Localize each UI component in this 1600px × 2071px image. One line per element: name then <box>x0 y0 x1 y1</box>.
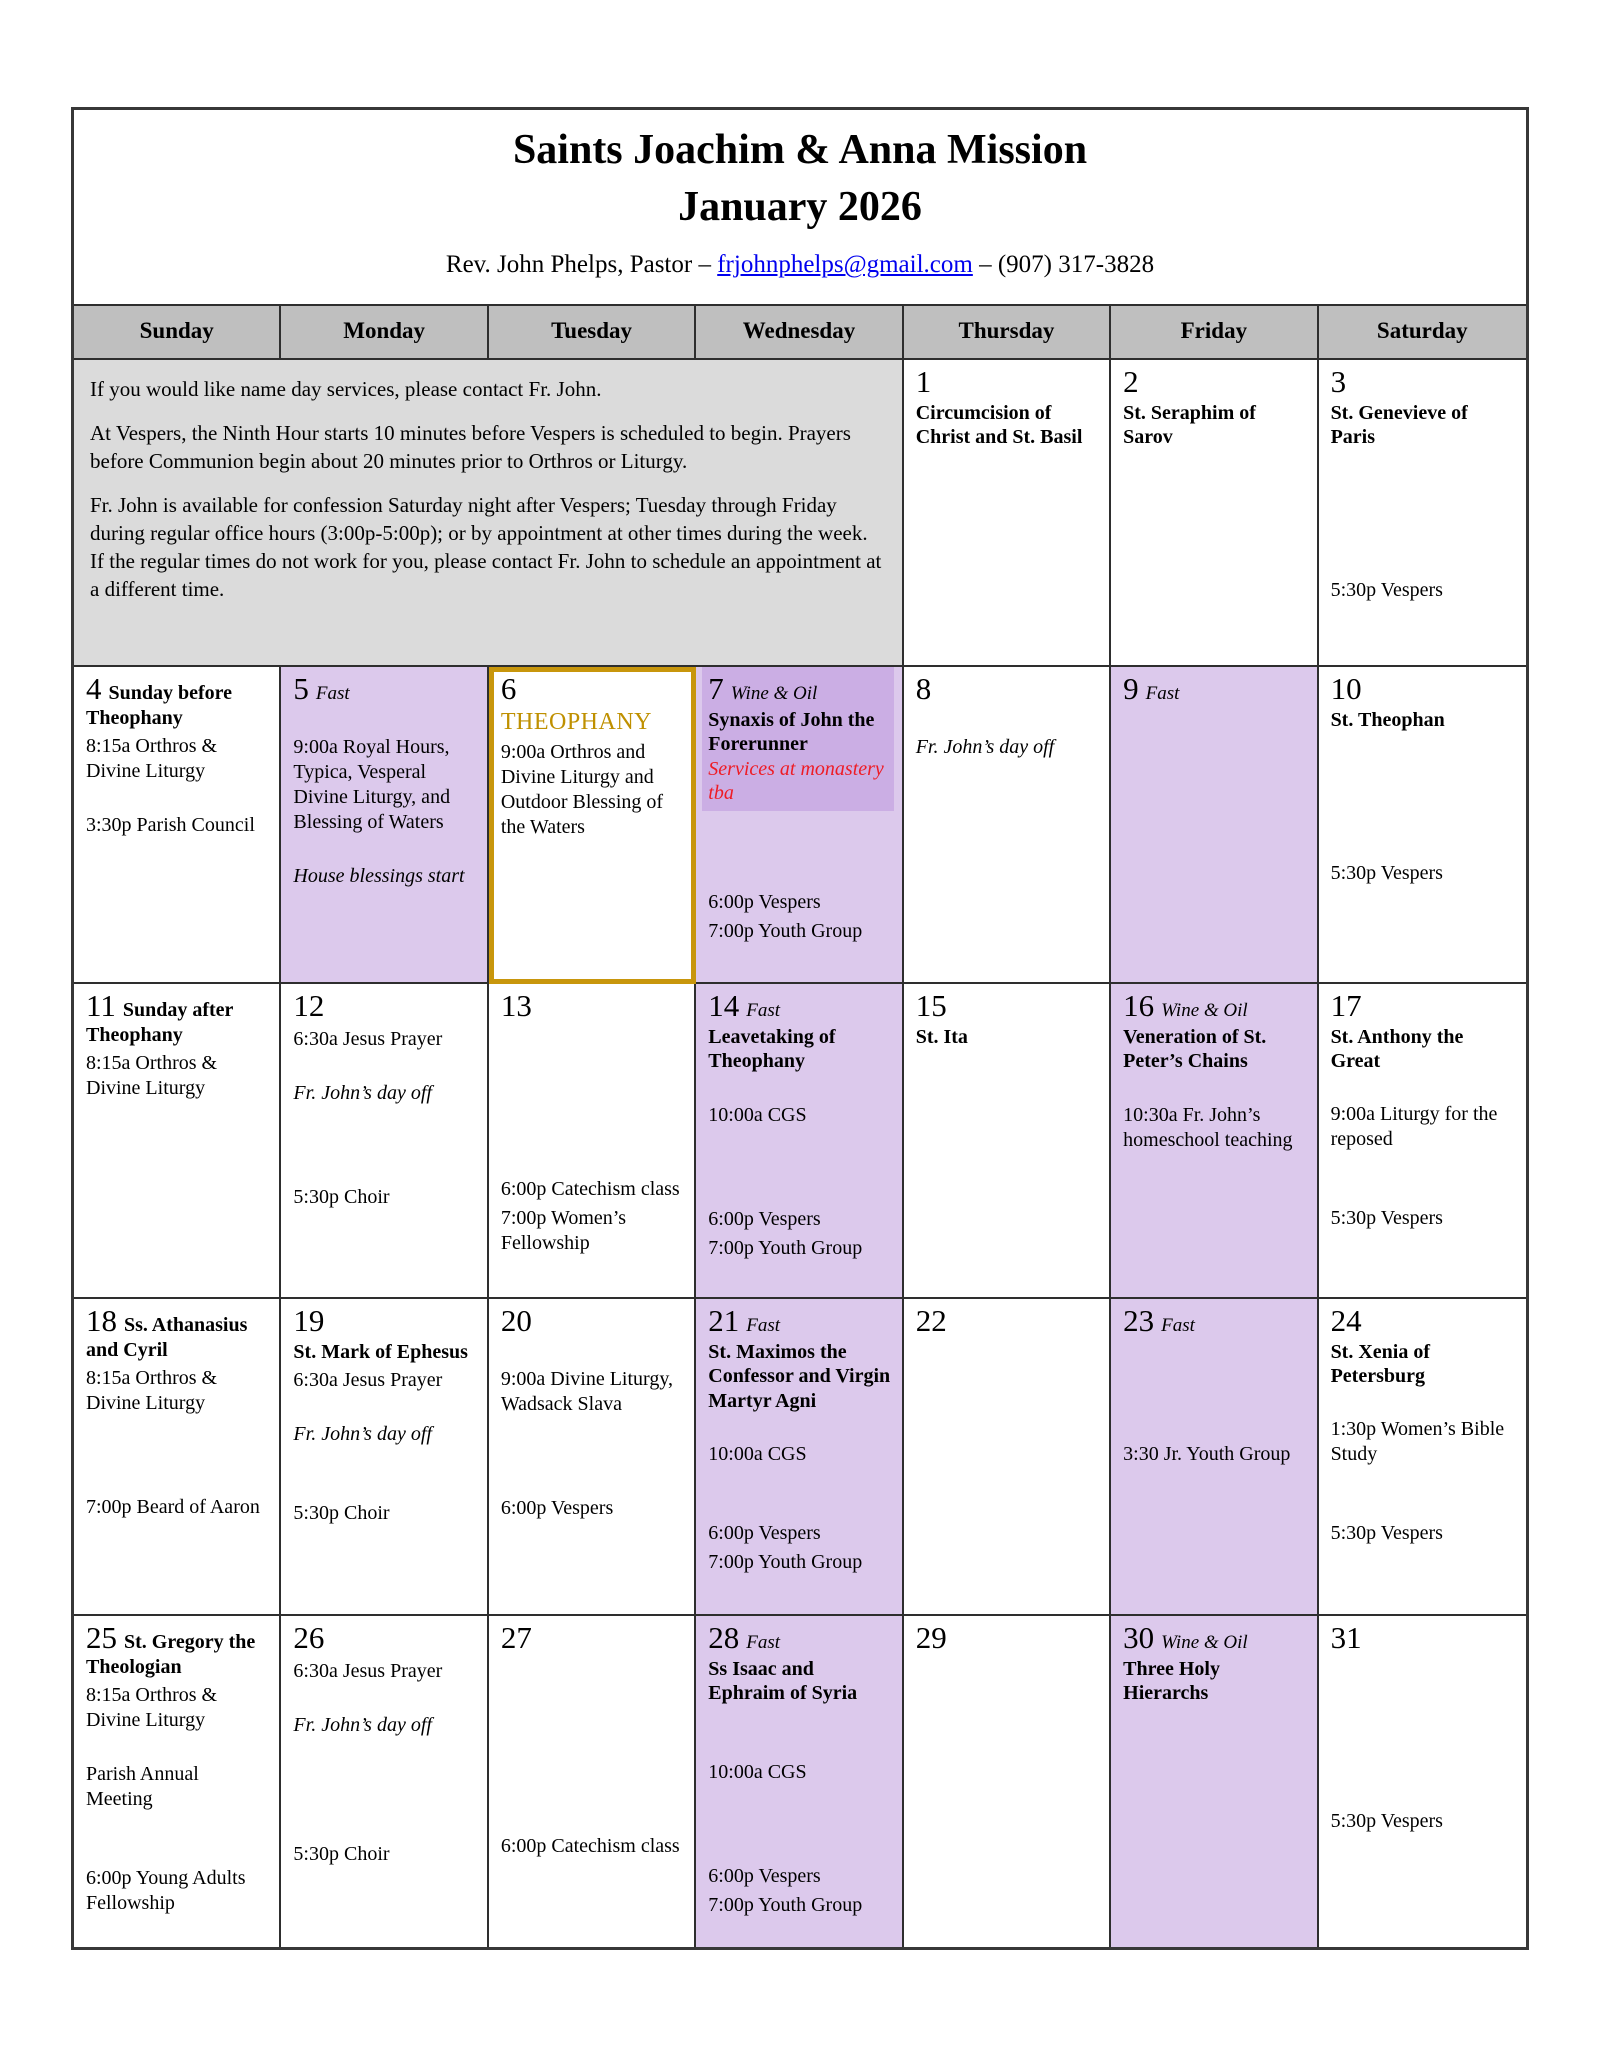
day-number: 30 <box>1123 1620 1155 1655</box>
day-head <box>1331 1622 1516 1655</box>
day-number: 23 <box>1123 1303 1155 1338</box>
fast-label: Fast <box>746 1315 781 1336</box>
feast-title: St. Mark of Ephesus <box>293 1340 468 1363</box>
day-cell-13 <box>489 984 696 1299</box>
day-cell-31 <box>1319 1616 1526 1947</box>
event: 6:00p Catechism class <box>500 1834 680 1857</box>
day-head <box>708 673 887 706</box>
event: 5:30p Vespers <box>1330 579 1443 602</box>
day-head <box>501 673 684 706</box>
red-note: Services at monastery tba <box>708 757 884 804</box>
event: 5:30p Choir <box>293 1185 390 1208</box>
day-number: 19 <box>293 1303 325 1338</box>
day-head <box>293 673 476 706</box>
day-number: 10 <box>1330 671 1362 706</box>
day-cell-17 <box>1319 984 1526 1299</box>
day-number: 25 <box>86 1620 117 1655</box>
day-head <box>1123 1305 1306 1338</box>
fast-label: Fast <box>1161 1315 1195 1336</box>
event: 7:00p Beard of Aaron <box>86 1495 260 1518</box>
day-cell-6 <box>489 667 696 984</box>
day-number: 13 <box>500 988 532 1023</box>
event: 10:30a Fr. John’s homeschool teaching <box>1123 1103 1293 1151</box>
weekday-header-wednesday: Wednesday <box>696 306 903 358</box>
day-cell-3 <box>1319 360 1526 667</box>
day-head <box>86 1622 269 1679</box>
event: 6:00p Vespers <box>708 1521 821 1544</box>
contact-prefix: Rev. John Phelps, Pastor – <box>445 251 718 279</box>
day-cell-25 <box>74 1616 281 1947</box>
day-number: 11 <box>86 988 116 1023</box>
day-number: 3 <box>1330 364 1347 399</box>
day-head <box>293 1622 476 1655</box>
day-cell-11 <box>74 984 281 1299</box>
weekday-header-row <box>74 306 1526 360</box>
event: 8:15a Orthros & Divine Liturgy <box>86 1051 218 1099</box>
feast-title: St. Anthony the Great <box>1330 1025 1464 1072</box>
day-number: 17 <box>1330 988 1362 1023</box>
event: 7:00p Youth Group <box>708 1550 863 1573</box>
announcements-cell <box>74 360 904 667</box>
day-head <box>916 1622 1099 1655</box>
day-head <box>916 673 1099 706</box>
day-head <box>1123 1622 1306 1655</box>
day-cell-27 <box>489 1616 696 1947</box>
day-cell-29 <box>904 1616 1111 1947</box>
event: 6:00p Vespers <box>708 1207 821 1230</box>
day-head <box>293 1305 476 1338</box>
announcement-name-day: If you would like name day services, please contact Fr. John. <box>90 377 602 401</box>
feast-title: Veneration of St. Peter’s Chains <box>1123 1025 1267 1073</box>
day-number: 14 <box>708 988 740 1023</box>
feast-title: Sunday before Theophany <box>86 682 233 729</box>
day-cell-19 <box>281 1299 488 1616</box>
day-head <box>916 1305 1099 1338</box>
fast-label: Wine & Oil <box>1161 1632 1248 1653</box>
contact-suffix: – (907) 317-3828 <box>972 251 1155 279</box>
day-head <box>86 673 269 730</box>
calendar-page <box>71 107 1529 1950</box>
event: 5:30p Vespers <box>1330 1207 1443 1230</box>
day-number: 8 <box>915 671 932 706</box>
feast-title: St. Gregory the Theologian <box>86 1631 256 1678</box>
fast-label: Fast <box>1145 683 1180 704</box>
day-cell-21 <box>696 1299 903 1616</box>
email-link[interactable]: frjohnphelps@gmail.com <box>717 251 973 279</box>
weekday-header-thursday: Thursday <box>904 306 1111 358</box>
day-head <box>86 1305 269 1362</box>
event: 6:00p Vespers <box>708 891 821 914</box>
day-number: 16 <box>1123 988 1155 1023</box>
event: 5:30p Vespers <box>1330 1809 1443 1832</box>
event: 9:00a Liturgy for the reposed <box>1330 1103 1498 1151</box>
announcement-confession: Fr. John is available for confession Saturday night after Vespers; Tuesday through Friday during regular office hours (3:00p-5:00p); or by appointment at other times during the week. If the regular times do not work for you, please contact Fr. John to schedule an appointment at a different time. <box>90 492 882 601</box>
weekday-header-saturday: Saturday <box>1319 306 1526 358</box>
feast-title: Ss. Athanasius and Cyril <box>86 1314 248 1361</box>
event: 5:30p Choir <box>293 1501 390 1524</box>
event: 10:00a CGS <box>708 1442 807 1465</box>
event: 3:30 Jr. Youth Group <box>1123 1442 1291 1465</box>
day-number: 6 <box>500 671 517 706</box>
event: 7:00p Youth Group <box>708 1236 863 1259</box>
day-head <box>916 366 1099 399</box>
day-cell-20 <box>489 1299 696 1616</box>
day-head <box>708 990 891 1023</box>
event: 8:15a Orthros & Divine Liturgy <box>86 1366 218 1414</box>
feast-title: Leavetaking of Theophany <box>708 1025 836 1073</box>
event: 9:00a Orthros and Divine Liturgy and Outdoor Blessing of the Waters <box>500 741 664 839</box>
event: 7:00p Youth Group <box>708 1893 863 1916</box>
day-head <box>501 990 684 1023</box>
feast-title: St. Xenia of Petersburg <box>1330 1340 1431 1387</box>
day-cell-22 <box>904 1299 1111 1616</box>
day-head <box>1123 673 1306 706</box>
feast-title: Circumcision of Christ and St. Basil <box>915 401 1083 448</box>
fast-label: Wine & Oil <box>730 683 818 704</box>
feast-title: St. Ita <box>915 1025 968 1048</box>
page-title: Saints Joachim & Anna Mission <box>512 127 1088 173</box>
day-number: 12 <box>293 988 325 1023</box>
event: 3:30p Parish Council <box>86 813 255 836</box>
day-head <box>916 990 1099 1023</box>
day-cell-23 <box>1111 1299 1318 1616</box>
event: 1:30p Women’s Bible Study <box>1330 1418 1505 1466</box>
day-head <box>1331 673 1516 706</box>
event: 6:30a Jesus Prayer <box>293 1368 443 1391</box>
calendar-grid <box>74 360 1526 1947</box>
day-cell-18 <box>74 1299 281 1616</box>
feast-title: St. Seraphim of Sarov <box>1123 401 1256 448</box>
event: 6:30a Jesus Prayer <box>293 1027 443 1050</box>
event: 10:00a CGS <box>708 1103 807 1126</box>
event: 9:00a Royal Hours, Typica, Vesperal Divine Liturgy, and Blessing of Waters <box>293 735 451 833</box>
feast-title: St. Maximos the Confessor and Virgin Martyr Agni <box>708 1340 891 1412</box>
day-cell-28 <box>696 1616 903 1947</box>
day-number: 18 <box>86 1303 117 1338</box>
day-number: 15 <box>915 988 947 1023</box>
day-cell-16 <box>1111 984 1318 1299</box>
contact-line <box>74 251 1526 279</box>
day-number: 29 <box>915 1620 947 1655</box>
feast-title: St. Theophan <box>1330 708 1445 731</box>
event: Fr. John’s day off <box>915 735 1055 758</box>
fast-label: Fast <box>746 1632 781 1653</box>
day-head <box>1123 990 1306 1023</box>
event: Parish Annual Meeting <box>86 1762 199 1810</box>
day-cell-7 <box>696 667 903 984</box>
day-head <box>708 1622 891 1655</box>
announcement-vespers: At Vespers, the Ninth Hour starts 10 minutes before Vespers is scheduled to begin. Prayers before Communion begin about 20 minutes prior to Orthros or Liturgy. <box>90 420 851 473</box>
feast-title-gold: THEOPHANY <box>500 708 653 735</box>
event: 7:00p Youth Group <box>708 920 863 943</box>
event: 5:30p Vespers <box>1330 861 1443 884</box>
day-cell-9 <box>1111 667 1318 984</box>
feast-title: Three Holy Hierarchs <box>1123 1657 1220 1705</box>
weekday-header-monday: Monday <box>281 306 488 358</box>
weekday-header-tuesday: Tuesday <box>489 306 696 358</box>
day-head <box>1331 1305 1516 1338</box>
day-cell-5 <box>281 667 488 984</box>
day-cell-15 <box>904 984 1111 1299</box>
day-head <box>501 1622 684 1655</box>
page-subtitle-month: January 2026 <box>678 183 922 230</box>
event: 8:15a Orthros & Divine Liturgy <box>86 734 218 782</box>
day-head <box>501 1305 684 1338</box>
day-cell-8 <box>904 667 1111 984</box>
day-number: 28 <box>708 1620 740 1655</box>
weekday-header-sunday: Sunday <box>74 306 281 358</box>
day-number: 5 <box>293 671 309 706</box>
weekday-header-friday: Friday <box>1111 306 1318 358</box>
day-head <box>86 990 269 1047</box>
event: 7:00p Women’s Fellowship <box>500 1206 627 1254</box>
event: 6:00p Vespers <box>500 1496 614 1519</box>
fast-label: Wine & Oil <box>1161 1000 1248 1021</box>
day-number: 26 <box>293 1620 325 1655</box>
day-cell-24 <box>1319 1299 1526 1616</box>
day-head <box>708 1305 891 1338</box>
event: Fr. John’s day off <box>293 1422 432 1445</box>
event: 6:30a Jesus Prayer <box>293 1659 443 1682</box>
highlight-block <box>702 667 893 811</box>
fast-label: Fast <box>746 1000 781 1021</box>
event: 6:00p Young Adults Fellowship <box>86 1866 246 1914</box>
event: 9:00a Divine Liturgy, Wadsack Slava <box>500 1367 674 1415</box>
day-cell-1 <box>904 360 1111 667</box>
day-number: 1 <box>915 364 932 399</box>
event: House blessings start <box>293 864 465 887</box>
event: 5:30p Choir <box>293 1842 390 1865</box>
calendar-header <box>74 110 1526 306</box>
day-number: 24 <box>1330 1303 1362 1338</box>
day-number: 20 <box>500 1303 532 1338</box>
day-cell-12 <box>281 984 488 1299</box>
day-number: 2 <box>1123 364 1139 399</box>
day-cell-10 <box>1319 667 1526 984</box>
day-head <box>293 990 476 1023</box>
feast-title: Synaxis of John the Forerunner <box>708 708 875 756</box>
event: Fr. John’s day off <box>293 1713 432 1736</box>
feast-title: Ss Isaac and Ephraim of Syria <box>708 1657 858 1705</box>
feast-title: Sunday after Theophany <box>86 999 234 1046</box>
day-cell-30 <box>1111 1616 1318 1947</box>
day-number: 4 <box>86 671 102 706</box>
day-number: 27 <box>500 1620 532 1655</box>
day-cell-4 <box>74 667 281 984</box>
day-number: 22 <box>915 1303 947 1338</box>
day-cell-14 <box>696 984 903 1299</box>
event: 5:30p Vespers <box>1330 1522 1443 1545</box>
event: 10:00a CGS <box>708 1760 807 1783</box>
day-head <box>1331 990 1516 1023</box>
feast-title: St. Genevieve of Paris <box>1330 401 1468 448</box>
event: 6:00p Catechism class <box>500 1177 680 1200</box>
event: 8:15a Orthros & Divine Liturgy <box>86 1683 218 1731</box>
day-cell-26 <box>281 1616 488 1947</box>
day-head <box>1331 366 1516 399</box>
day-number: 7 <box>708 671 724 706</box>
event: 6:00p Vespers <box>708 1864 821 1887</box>
day-number: 31 <box>1330 1620 1362 1655</box>
day-number: 9 <box>1123 671 1139 706</box>
fast-label: Fast <box>315 683 350 704</box>
day-head <box>1123 366 1306 399</box>
event: Fr. John’s day off <box>293 1081 432 1104</box>
day-number: 21 <box>708 1303 740 1338</box>
day-cell-2 <box>1111 360 1318 667</box>
